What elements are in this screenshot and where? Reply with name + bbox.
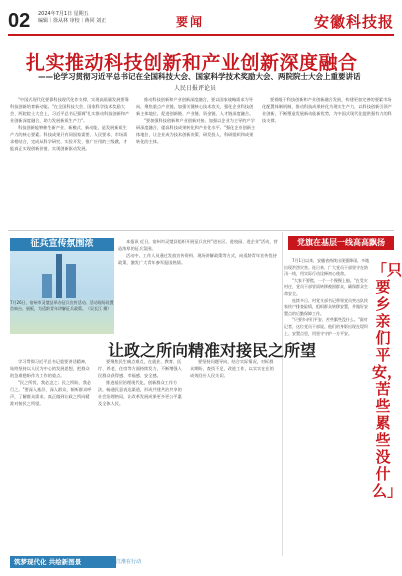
main-headline: 扎实推动科技创新和产业创新深度融合: [26, 52, 358, 74]
tower-shape: [42, 274, 52, 298]
second-article-col-1: [10, 358, 92, 552]
section-divider: [8, 230, 394, 231]
brief-paragraph: 本报讯 近日，宿州市灵璧县组织开展征兵宣传"进社区、进校园、进企业"活动，营造浓厚的征兵氛围。: [118, 239, 278, 251]
main-byline: 人民日报评论员: [174, 85, 217, 92]
second-paragraph: 学习贯彻习近平总书记重要讲话精神，始终坚持以人民为中心的发展思想，把群众的急难愁盼作为工作的重点。: [10, 359, 90, 378]
page-header: [8, 8, 394, 36]
brief-paragraph: 活动中，工作人员通过发放宣传资料、现场讲解政策等方式，向适龄青年宣传优待政策，激发广大青年参军报国热情。: [118, 253, 277, 265]
main-paragraph: 科技创新能够催生新产业、新模式、新动能，是发展新质生产力的核心要素。科技成果只有同国家需要、人民要求、市场需求相结合，完成从科学研究、实验开发、推广应用的三级跳，才能真正实现创新价值、实现创新驱动发展。: [10, 125, 128, 151]
footer-tail: 江淮在行动: [116, 559, 142, 565]
second-article-col-3: [190, 358, 276, 552]
main-article-col-3: [262, 96, 392, 228]
main-article-col-1: [10, 96, 130, 228]
editor-line: 编辑｜徐从林 审校｜蒋同 刘正: [38, 18, 107, 24]
right-paragraph: 7月1日以来，安徽省持续出现强降雨，多地出现洪涝灾害。连日来，广大党员干部坚守在防汛一线，用实际行动诠释初心使命。: [284, 258, 370, 277]
main-paragraph: 推动科技创新和产业创新深度融合，要以国家战略需求为导向，聚焦重点产业链，加强关键核心技术攻关，强化企业科技创新主体地位，促进创新链、产业链、资金链、人才链深度融合。: [136, 97, 254, 116]
second-paragraph: 要坚持问题导向，结合实际情况，对标群众期盼，查找不足，改进工作，以实实在在的成效回应人民关切。: [190, 359, 274, 378]
vertical-headline: 「只要乡亲们平安，苦些累些没什么」: [372, 261, 402, 500]
main-subheadline: ——论学习贯彻习近平总书记在全国科技大会、国家科学技术奖励大会、两院院士大会上重要讲话: [38, 72, 361, 81]
photo-caption: 7月26日，宿州市灵璧县举办征兵宣传活动。活动现场设置咨询台、展板，为适龄青年讲解征兵政策。（吴长江 摄）: [10, 300, 114, 311]
column-banner: 党旗在基层一线高高飘扬: [288, 236, 394, 250]
second-paragraph: 要聚焦民生痛点难点，在就业、教育、医疗、养老、住房等方面持续发力，不断增强人民群众获得感、幸福感、安全感。: [98, 359, 182, 378]
second-article-col-2: [98, 358, 184, 552]
section-name: 要闻: [176, 15, 205, 29]
right-paragraph: 连续多日，村党支部书记带领党员突击队挨家挨户排查险情，组织群众转移安置，并做好安置点的后勤保障工作。: [284, 297, 368, 316]
column-divider: [282, 232, 283, 556]
second-paragraph: "民之所忧，我必念之；民之所盼，我必行之。"要深入基层、深入群众，倾听群众呼声，了解群众需求，真正做到让政之所向精准对接民之所望。: [10, 380, 92, 406]
issue-meta: [38, 11, 106, 25]
right-paragraph: "大家不要慌，一个一个慢慢上船。"在受灾村庄，党员干部冒雨转移被困群众，确保群众生命安全。: [284, 277, 368, 296]
header-rule: [8, 34, 394, 36]
second-headline: 让政之所向精准对接民之所望: [108, 341, 317, 360]
page-number: 02: [8, 10, 31, 32]
main-paragraph: 要着眼于科技创新和产业创新融合发展，构建更加完善的要素市场化配置体制机制，推动科技成果转化为现实生产力，以科技创新引领产业创新，不断塑造发展新动能新优势，为中国式现代化提供强有力的科技支撑。: [262, 97, 392, 123]
date-line: 2024年7月1日 星期五: [38, 11, 89, 17]
main-paragraph: "要加强科技创新和产业创新对接，加强以企业为主导的产学研深度融合，提高科技成果转化和产业化水平。"强化企业创新主体地位，让企业成为技术创新决策、研发投入、科研组织和成果转化的主体。: [136, 118, 256, 144]
second-paragraph: 推进基层治理现代化，创新群众工作方法，畅通民意表达渠道，形成共建共治共享的社会治理格局，让改革发展成果更多更公平惠及全体人民。: [98, 380, 182, 406]
photo-title: 征兵宣传氛围浓: [10, 238, 114, 251]
tower-shape: [56, 254, 62, 298]
main-article-col-2: [136, 96, 256, 228]
footer-banner: 筑梦现代化 共绘新图景: [10, 556, 116, 568]
side-brief: [118, 238, 278, 310]
news-photo: [10, 238, 114, 334]
masthead-logo: 安徽科技报: [313, 13, 394, 31]
right-column-text: [284, 258, 370, 554]
tower-shape: [66, 264, 76, 298]
main-paragraph: "中国式现代化要靠科技现代化作支撑，实现高质量发展要靠科技创新培育新动能。"在全国科技大会、国家科学技术奖励大会、两院院士大会上，习近平总书记强调"扎实推动科技创新和产业创新深度融合，助力发展新质生产力"。: [10, 97, 130, 123]
right-paragraph: "只要乡亲们平安，苦些累些没什么。"面对记者，这位党员干部说。他们的身影出现在堤坝上、安置点里，用坚守守护一方平安。: [284, 317, 368, 336]
